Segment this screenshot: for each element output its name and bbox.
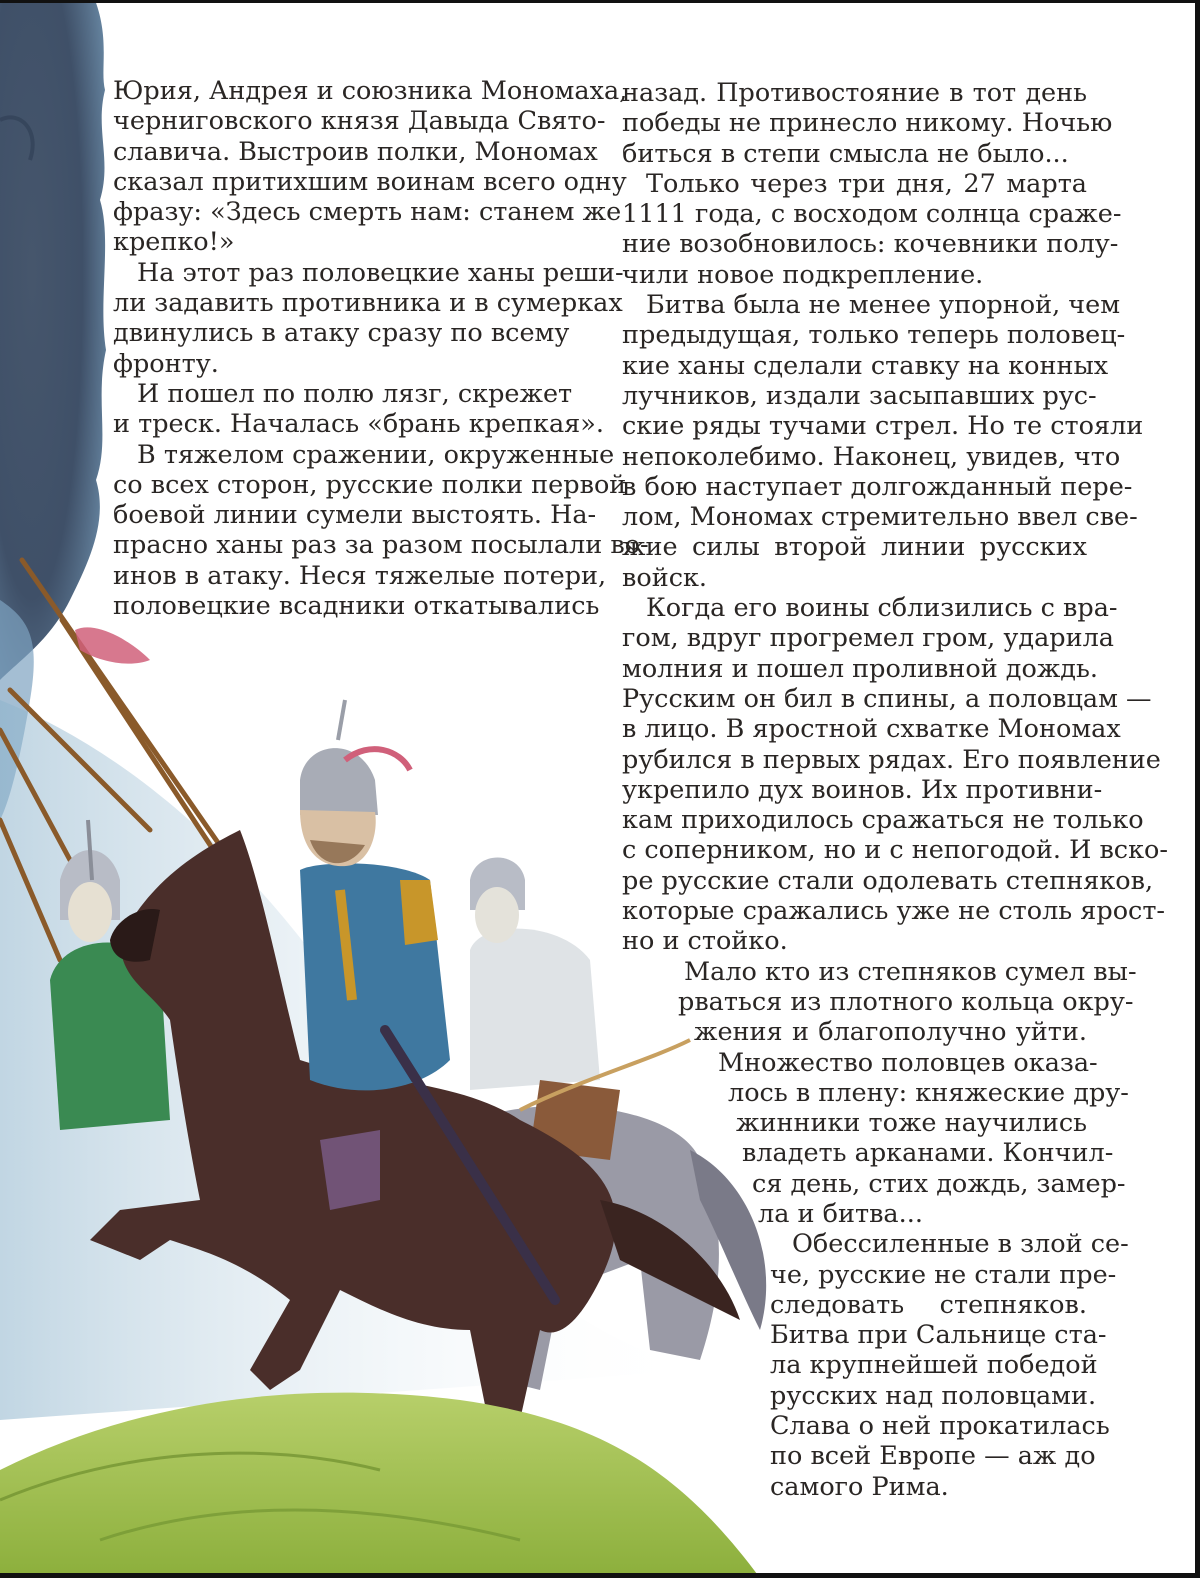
- text-line: укрепило дух воинов. Их противни-: [622, 774, 1103, 805]
- text-line: Русским он бил в спины, а половцам —: [622, 683, 1152, 714]
- text-line: владеть арканами. Кончил-: [742, 1138, 1114, 1169]
- text-line: Множество половцев оказа-: [718, 1047, 1098, 1078]
- text-line: предыдущая, только теперь половец-: [622, 320, 1126, 351]
- text-column-right: [622, 78, 1168, 1502]
- text-line: черниговского князя Давыда Свято-: [113, 106, 606, 137]
- text-line: ли задавить противника и в сумерках: [113, 288, 623, 319]
- text-line: чили новое подкрепление.: [622, 259, 984, 290]
- text-line: гом, вдруг прогремел гром, ударила: [622, 623, 1114, 654]
- text-line: лом, Мономах стремительно ввел све-: [622, 502, 1138, 533]
- text-line: жинники тоже научились: [736, 1108, 1088, 1139]
- text-line: рубился в первых рядах. Его появление: [622, 744, 1161, 775]
- paragraph-start: Только через три дня, 27 марта: [646, 168, 1087, 199]
- text-line: ские ряды тучами стрел. Но те стояли: [622, 411, 1144, 442]
- text-line: молния и пошел проливной дождь.: [622, 653, 1098, 684]
- text-line: прасно ханы раз за разом посылали во-: [113, 530, 649, 561]
- text-line: кие ханы сделали ставку на конных: [622, 350, 1109, 381]
- text-line: ла и битва...: [758, 1198, 923, 1229]
- text-line: в лицо. В яростной схватке Мономах: [622, 714, 1121, 745]
- text-line: Мало кто из степняков сумел вы-: [684, 956, 1137, 987]
- text-line: со всех сторон, русские полки первой: [113, 469, 627, 500]
- text-line: но и стойко.: [622, 926, 788, 957]
- text-line: фразу: «Здесь смерть нам: станем же: [113, 197, 622, 228]
- paragraph-start: Битва была не менее упорной, чем: [646, 290, 1121, 321]
- text-line: сказал притихшим воинам всего одну: [113, 166, 627, 197]
- text-line: двинулись в атаку сразу по всему: [113, 318, 570, 349]
- text-line: крепко!»: [113, 227, 235, 258]
- text-line: и треск. Началась «брань крепкая».: [113, 409, 604, 440]
- text-line: славича. Выстроив полки, Мономах: [113, 136, 598, 167]
- text-line: жения и благополучно уйти.: [694, 1017, 1087, 1048]
- text-line: лучников, издали засыпавших рус-: [622, 380, 1097, 411]
- text-line: войск.: [622, 562, 708, 593]
- text-line: лось в плену: княжеские дру-: [728, 1077, 1129, 1108]
- text-line: ние возобновилось: кочевники полу-: [622, 229, 1119, 260]
- paragraph-start: Когда его воины сблизились с вра-: [646, 593, 1118, 624]
- text-line: следовать степняков.: [770, 1289, 1087, 1320]
- text-line: кам приходилось сражаться не только: [622, 805, 1144, 836]
- text-line: ла крупнейшей победой: [770, 1350, 1098, 1381]
- text-line: Обессиленные в злой се-: [792, 1229, 1129, 1260]
- text-line: Битва при Сальнице ста-: [770, 1320, 1107, 1351]
- text-line: рваться из плотного кольца окру-: [678, 986, 1134, 1017]
- paragraph-start: На этот раз половецкие ханы реши-: [137, 257, 624, 288]
- text-line: русских над половцами.: [770, 1380, 1097, 1411]
- text-line: жие силы второй линии русских: [622, 532, 1087, 563]
- text-line: назад. Противостояние в тот день: [622, 78, 1087, 108]
- paragraph-start: В тяжелом сражении, окруженные: [137, 439, 615, 470]
- text-line: самого Рима.: [770, 1471, 949, 1502]
- text-line: в бою наступает долгожданный пере-: [622, 471, 1133, 502]
- text-line: боевой линии сумели выстоять. На-: [113, 500, 597, 531]
- text-line: ся день, стих дождь, замер-: [752, 1168, 1126, 1199]
- text-line: Юрия, Андрея и союзника Мономаха,: [113, 76, 628, 106]
- text-line: ре русские стали одолевать степняков,: [622, 865, 1154, 896]
- text-line: по всей Европе — аж до: [770, 1441, 1096, 1472]
- paragraph-start: И пошел по полю лязг, скрежет: [137, 378, 573, 409]
- text-line: которые сражались уже не столь ярост-: [622, 896, 1166, 927]
- text-line: победы не принесло никому. Ночью: [622, 108, 1113, 139]
- text-line: половецкие всадники откатывались: [113, 591, 600, 622]
- text-line: 1111 года, с восходом солнца сраже-: [622, 199, 1122, 230]
- text-line: биться в степи смысла не было...: [622, 138, 1069, 169]
- text-line: непоколебимо. Наконец, увидев, что: [622, 441, 1121, 472]
- text-line: че, русские не стали пре-: [770, 1259, 1117, 1290]
- text-line: фронту.: [113, 348, 219, 379]
- text-line: инов в атаку. Неся тяжелые потери,: [113, 560, 607, 591]
- text-line: Слава о ней прокатилась: [770, 1411, 1110, 1442]
- text-column-left: [113, 76, 649, 622]
- text-line: с соперником, но и с непогодой. И вско-: [622, 835, 1168, 866]
